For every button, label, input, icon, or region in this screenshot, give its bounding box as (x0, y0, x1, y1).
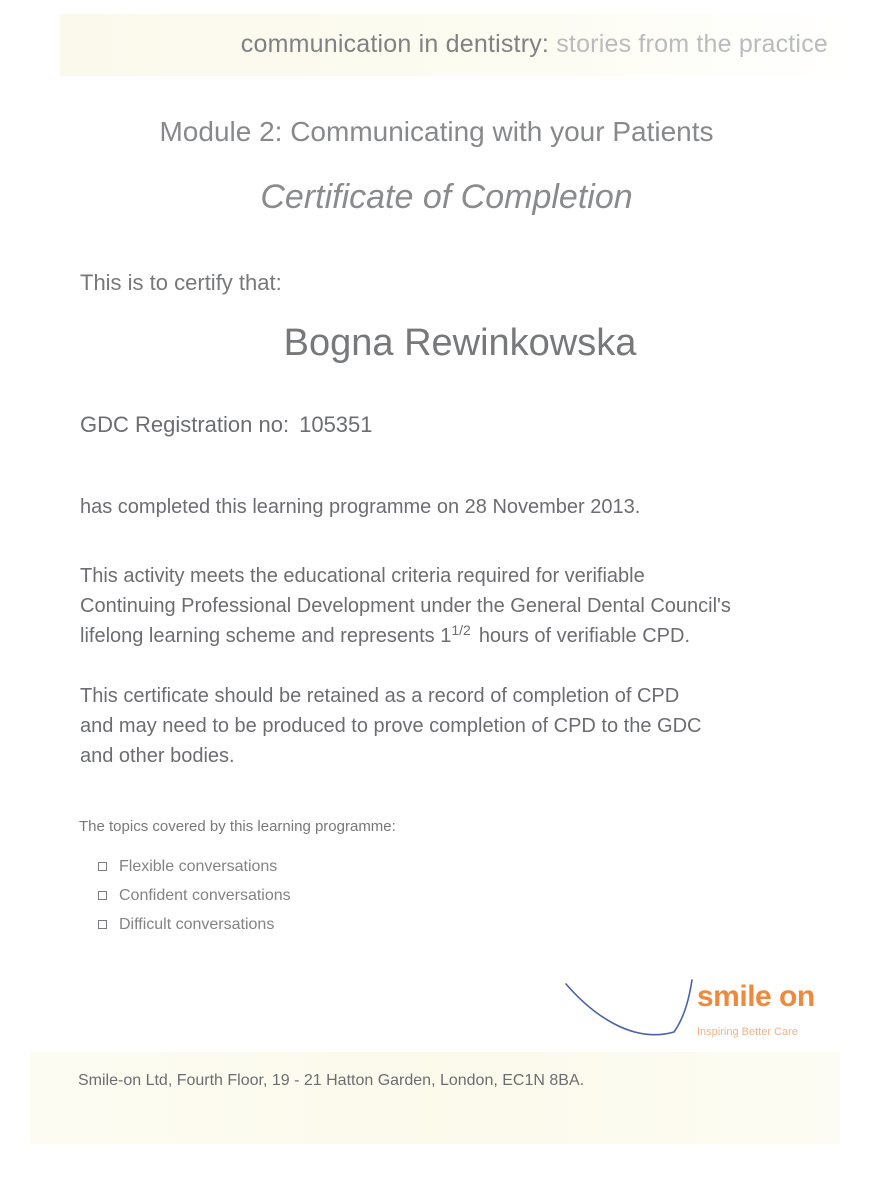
gdc-registration (80, 412, 373, 438)
criteria-line-1: This activity meets the educational criteria required for verifiable (80, 565, 645, 587)
criteria-line-3-end: hours of verifiable CPD. (478, 625, 691, 647)
topic-text: Difficult conversations (119, 916, 275, 933)
certificate-title: Certificate of Completion (260, 178, 633, 216)
list-item (98, 881, 291, 910)
square-bullet-icon (98, 862, 107, 871)
smile-on-swoosh-icon (562, 978, 697, 1042)
retention-line-3: and other bodies. (80, 745, 235, 767)
list-item (98, 852, 291, 881)
logo-name: smile on (697, 980, 815, 1013)
retention-line-1: This certificate should be retained as a record of completion of CPD (80, 685, 680, 707)
certify-intro: This is to certify that: (80, 270, 282, 295)
gdc-registration-label: GDC Registration no: (80, 412, 290, 437)
recipient-name: Bogna Rewinkowska (283, 322, 637, 364)
retention-line-2: and may need to be produced to prove completion of CPD to the GDC (80, 715, 702, 737)
square-bullet-icon (98, 920, 107, 929)
footer-address: Smile-on Ltd, Fourth Floor, 19 - 21 Hatton Garden, London, EC1N 8BA. (78, 1072, 585, 1089)
criteria-line-2: Continuing Professional Development under the General Dental Council's (80, 595, 731, 617)
topic-text: Flexible conversations (119, 858, 278, 875)
programme-header-tail: stories from the practice (556, 30, 828, 58)
criteria-line-3-start: lifelong learning scheme and represents 1 (80, 625, 452, 647)
completion-statement: has completed this learning programme on 28 November 2013. (80, 496, 641, 518)
topics-label: The topics covered by this learning programme: (79, 818, 396, 835)
cpd-hours-fraction: 1/2 (451, 622, 471, 638)
topic-text: Confident conversations (119, 887, 291, 904)
logo-tagline: Inspiring Better Care (697, 1026, 798, 1038)
criteria-paragraph (80, 561, 860, 652)
criteria-line-3 (80, 621, 860, 652)
retention-paragraph (80, 681, 860, 771)
gdc-registration-number: 105351 (299, 412, 373, 437)
footer-band (30, 1052, 840, 1144)
list-item (98, 910, 291, 939)
programme-header-lead: communication in dentistry: (240, 30, 550, 58)
square-bullet-icon (98, 891, 107, 900)
module-title: Module 2: Communicating with your Patients (159, 116, 714, 147)
topics-list (98, 852, 291, 939)
programme-header (241, 30, 828, 59)
